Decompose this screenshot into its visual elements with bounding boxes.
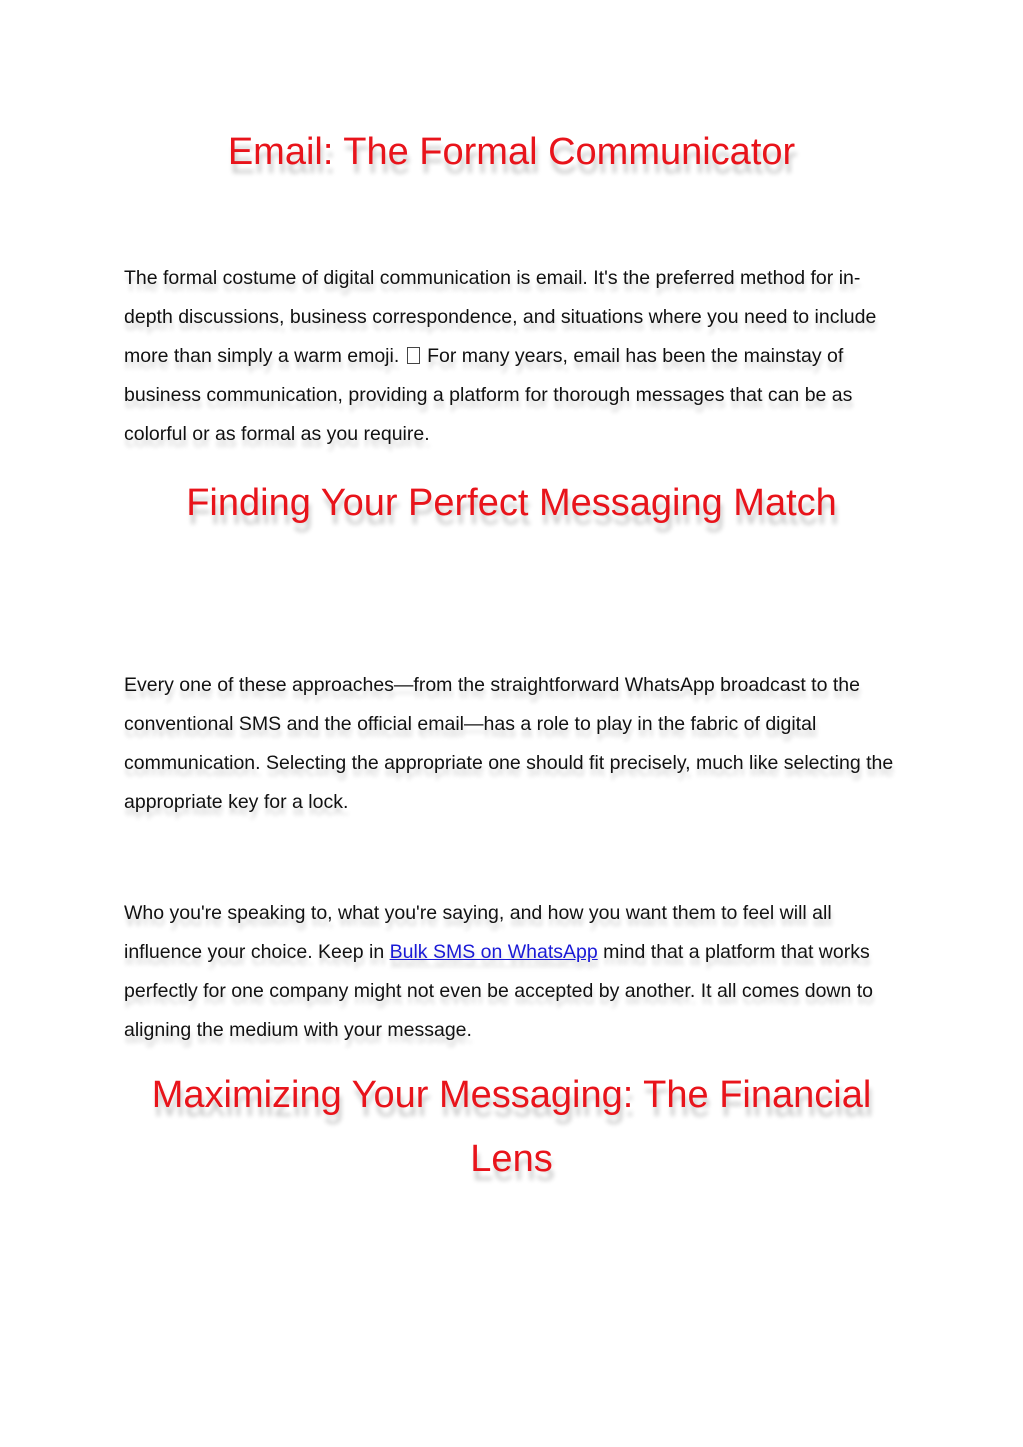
email-section-paragraph xyxy=(124,259,904,454)
matching-paragraph-2-text-end: mind that a platform that works perfectly for one company might not even be accepted by another. It all comes down to aligning the medium with your message. xyxy=(124,941,874,1041)
bulk-sms-whatsapp-link[interactable]: Bulk SMS on WhatsApp xyxy=(389,941,598,963)
email-paragraph-text-end: For many years, email has been the mainstay of business communication, providing a platform for thorough messages that can be as colorful or as formal as you require. xyxy=(124,345,853,445)
matching-paragraph-2-text-start: Who you're speaking to, what you're saying, and how you want them to feel will all influence your choice. Keep in xyxy=(124,902,832,963)
matching-paragraph-1: Every one of these approaches—from the straightforward WhatsApp broadcast to the conventional SMS and the official email—has a role to play in the fabric of digital communication. Selecting the appropriate one should fit precisely, much like selecting the appropriate key for a lock. xyxy=(124,674,894,813)
matching-paragraph-2 xyxy=(124,894,904,1050)
matching-section-heading: Finding Your Perfect Messaging Match xyxy=(186,482,837,524)
financial-section-heading: Maximizing Your Messaging: The Financial Lens xyxy=(151,1074,872,1180)
email-paragraph-text-start: The formal costume of digital communication is email. It's the preferred method for in-depth discussions, business correspondence, and situations where you need to include more than simply a warm emoji. xyxy=(124,267,877,367)
email-section-heading: Email: The Formal Communicator xyxy=(227,131,796,173)
emoji-placeholder-icon xyxy=(407,347,420,364)
